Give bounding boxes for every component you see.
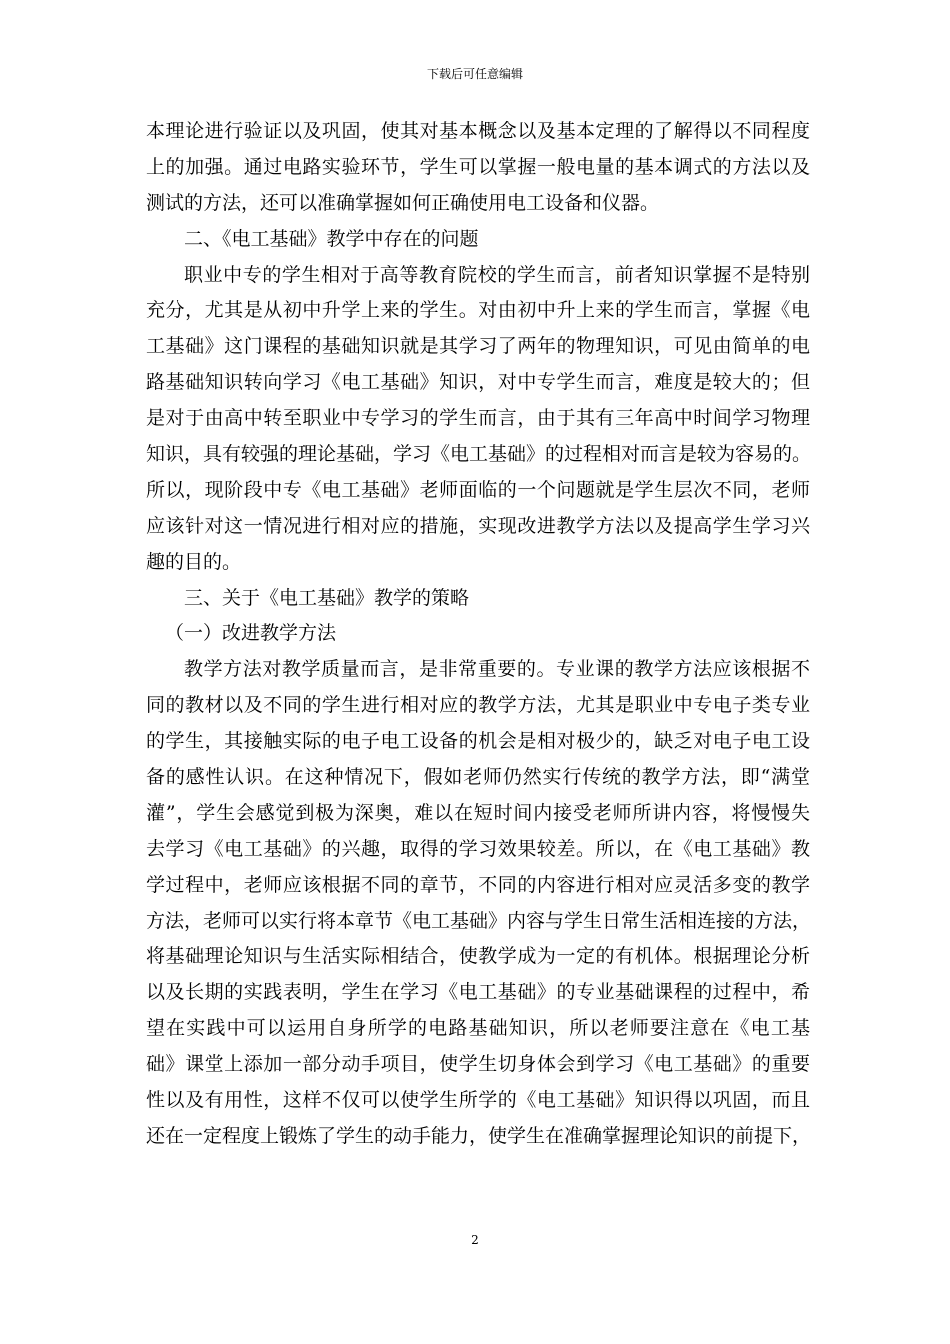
- body-line: 工基础》这门课程的基础知识就是其学习了两年的物理知识，可见由简单的电: [146, 335, 810, 358]
- body-line: 知识，具有较强的理论基础，学习《电工基础》的过程相对而言是较为容易的。: [146, 443, 812, 466]
- body-line: 的学生，其接触实际的电子电工设备的机会是相对极少的，缺乏对电子电工设: [146, 730, 810, 753]
- section-heading: 三、关于《电工基础》教学的策略: [184, 586, 470, 609]
- body-line: 本理论进行验证以及巩固，使其对基本概念以及基本定理的了解得以不同程度: [146, 120, 810, 142]
- body-line: 趣的目的。: [146, 550, 242, 573]
- body-line: 职业中专的学生相对于高等教育院校的学生而言，前者知识掌握不是特别: [184, 263, 810, 286]
- body-line: 学过程中，老师应该根据不同的章节，不同的内容进行相对应灵活多变的教学: [146, 873, 810, 896]
- body-line: 望在实践中可以运用自身所学的电路基础知识，所以老师要注意在《电工基: [146, 1017, 810, 1040]
- page-number: 2: [471, 1233, 479, 1247]
- body-line: 以及长期的实践表明，学生在学习《电工基础》的专业基础课程的过程中，希: [146, 981, 810, 1004]
- body-line: 础》课堂上添加一部分动手项目，使学生切身体会到学习《电工基础》的重要: [146, 1053, 810, 1076]
- body-line: 去学习《电工基础》的兴趣，取得的学习效果较差。所以，在《电工基础》教: [146, 837, 810, 860]
- body-line: 上的加强。通过电路实验环节，学生可以掌握一般电量的基本调式的方法以及: [146, 155, 810, 178]
- page-header: 下载后可任意编辑: [426, 67, 523, 81]
- body-line: 还在一定程度上锻炼了学生的动手能力，使学生在准确掌握理论知识的前提下，: [146, 1124, 812, 1147]
- body-line: 备的感性认识。在这种情况下，假如老师仍然实行传统的教学方法，即“满堂: [146, 766, 810, 789]
- body-line: 性以及有用性，这样不仅可以使学生所学的《电工基础》知识得以巩固，而且: [146, 1089, 810, 1112]
- body-line: 方法，老师可以实行将本章节《电工基础》内容与学生日常生活相连接的方法，: [146, 909, 812, 932]
- body-line: 灌”，学生会感觉到极为深奥，难以在短时间内接受老师所讲内容，将慢慢失: [146, 801, 810, 824]
- body-line: 所以，现阶段中专《电工基础》老师面临的一个问题就是学生层次不同，老师: [146, 478, 810, 501]
- body-line: 路基础知识转向学习《电工基础》知识，对中专学生而言，难度是较大的；但: [146, 371, 810, 394]
- body-line: 将基础理论知识与生活实际相结合，使教学成为一定的有机体。根据理论分析: [146, 945, 810, 968]
- body-line: 同的教材以及不同的学生进行相对应的教学方法，尤其是职业中专电子类专业: [146, 694, 810, 717]
- document-body: [146, 114, 810, 1155]
- body-line: 应该针对这一情况进行相对应的措施，实现改进教学方法以及提高学生学习兴: [146, 514, 810, 537]
- body-line: 测试的方法，还可以准确掌握如何正确使用电工设备和仪器。: [146, 191, 660, 214]
- body-line: 充分，尤其是从初中升学上来的学生。对由初中升上来的学生而言，掌握《电: [146, 299, 810, 322]
- subsection-heading: （一）改进教学方法: [165, 622, 337, 645]
- body-line: 是对于由高中转至职业中专学习的学生而言，由于其有三年高中时间学习物理: [146, 407, 810, 430]
- body-line: 教学方法对教学质量而言，是非常重要的。专业课的教学方法应该根据不: [184, 658, 810, 681]
- section-heading: 二、《电工基础》教学中存在的问题: [184, 227, 479, 250]
